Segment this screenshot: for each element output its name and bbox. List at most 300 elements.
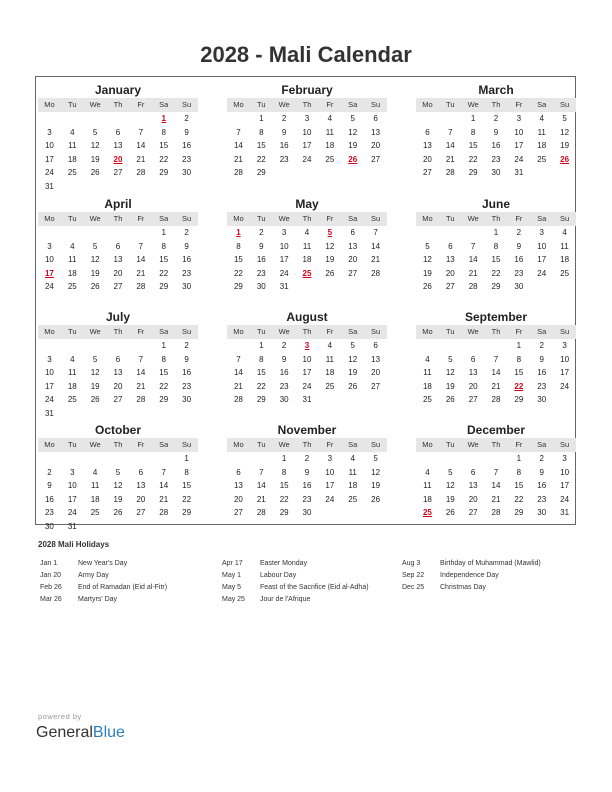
- weekday-label: Su: [559, 214, 570, 223]
- weekday-label: Mo: [422, 327, 433, 336]
- day-cell: 17: [279, 255, 289, 264]
- weekday-label: Fr: [137, 327, 145, 336]
- day-cell: 28: [136, 395, 146, 404]
- week-row: [227, 267, 387, 281]
- day-cell: 27: [468, 395, 478, 404]
- day-cell: 3: [47, 127, 52, 137]
- day-cell: 25: [325, 381, 335, 391]
- holiday-name: Martyrs' Day: [78, 596, 118, 603]
- weekday-label: Tu: [446, 100, 455, 109]
- empty-cell: [152, 520, 175, 534]
- month-name: April: [104, 197, 132, 211]
- day-cell: 3: [47, 354, 52, 364]
- day-cell: 4: [304, 228, 310, 237]
- day-cell: 19: [422, 268, 432, 278]
- week-row: [416, 493, 576, 507]
- weekday-header: [416, 325, 576, 339]
- holiday-day-cell: 25: [302, 268, 312, 278]
- day-cell: 8: [259, 354, 264, 364]
- month-january: [38, 82, 198, 193]
- week-row: [416, 353, 576, 367]
- week-row: [416, 280, 576, 294]
- day-cell: 21: [136, 268, 146, 278]
- week-row: [227, 126, 387, 140]
- day-cell: 26: [445, 395, 455, 404]
- empty-cell: [341, 166, 364, 180]
- week-row: [227, 240, 387, 254]
- week-row: [38, 479, 198, 493]
- day-cell: 29: [233, 282, 243, 291]
- empty-cell: [107, 452, 130, 466]
- holiday-entry: [40, 582, 167, 594]
- day-cell: 30: [537, 508, 547, 517]
- weekday-label: Tu: [446, 214, 455, 223]
- empty-cell: [175, 180, 198, 194]
- holiday-name: Easter Monday: [260, 560, 308, 567]
- day-cell: 17: [560, 481, 570, 490]
- weekday-label: Tu: [257, 214, 266, 223]
- weekday-label: Sa: [348, 214, 358, 223]
- holiday-day-cell: 1: [161, 114, 166, 123]
- holiday-entry: [40, 570, 167, 582]
- day-cell: 10: [560, 467, 570, 477]
- week-row: [38, 166, 198, 180]
- week-row: [38, 452, 198, 466]
- empty-cell: [107, 339, 130, 353]
- day-cell: 12: [560, 127, 570, 137]
- day-cell: 27: [445, 282, 455, 291]
- day-cell: 2: [539, 454, 544, 463]
- day-cell: 5: [562, 114, 567, 123]
- weekday-label: Mo: [422, 440, 433, 449]
- day-cell: 28: [491, 508, 501, 517]
- day-cell: 20: [233, 494, 243, 504]
- day-cell: 7: [448, 127, 453, 137]
- weekday-label: Su: [559, 440, 570, 449]
- empty-cell: [84, 226, 107, 240]
- day-cell: 28: [136, 168, 146, 177]
- day-cell: 30: [44, 521, 54, 531]
- empty-cell: [61, 112, 84, 126]
- day-cell: 9: [539, 354, 544, 364]
- empty-cell: [341, 506, 364, 520]
- day-cell: 12: [422, 255, 432, 264]
- day-cell: 5: [448, 354, 453, 364]
- day-cell: 14: [233, 368, 243, 377]
- weekday-label: Sa: [537, 440, 547, 449]
- day-cell: 11: [68, 141, 77, 150]
- day-cell: 13: [113, 255, 123, 264]
- weekday-label: Fr: [137, 440, 145, 449]
- week-row: [227, 280, 387, 294]
- weekday-label: Sa: [159, 327, 169, 336]
- weekday-label: Su: [181, 214, 192, 223]
- day-cell: 22: [233, 268, 243, 278]
- day-cell: 15: [256, 368, 266, 377]
- day-cell: 26: [371, 494, 381, 504]
- weekday-label: Tu: [68, 327, 77, 336]
- day-cell: 24: [560, 381, 570, 391]
- weekday-label: Fr: [137, 100, 145, 109]
- day-cell: 7: [138, 354, 144, 364]
- week-row: [416, 253, 576, 267]
- day-cell: 26: [90, 168, 100, 177]
- day-cell: 28: [371, 268, 381, 278]
- holiday-date: May 1: [222, 572, 242, 579]
- holiday-day-cell: 17: [44, 268, 54, 278]
- day-cell: 29: [279, 508, 289, 517]
- holiday-entry: [222, 558, 369, 570]
- weekday-label: Th: [113, 440, 123, 449]
- day-cell: 6: [115, 241, 121, 251]
- day-cell: 19: [348, 368, 358, 377]
- day-cell: 5: [350, 341, 355, 350]
- day-cell: 29: [514, 508, 524, 517]
- day-cell: 9: [304, 467, 310, 477]
- holiday-entry: [222, 570, 369, 582]
- week-row: [416, 452, 576, 466]
- empty-cell: [129, 112, 152, 126]
- day-cell: 5: [350, 114, 355, 123]
- day-cell: 23: [302, 494, 312, 504]
- week-row: [227, 380, 387, 394]
- day-cell: 4: [70, 241, 75, 251]
- weekday-label: Su: [559, 327, 570, 336]
- day-cell: 21: [233, 154, 243, 164]
- day-cell: 9: [493, 127, 499, 137]
- day-cell: 22: [159, 268, 169, 278]
- holidays-heading: 2028 Mali Holidays: [38, 540, 110, 549]
- day-cell: 11: [90, 481, 100, 490]
- day-cell: 19: [560, 141, 570, 150]
- day-cell: 10: [514, 127, 524, 137]
- empty-cell: [61, 180, 84, 194]
- holiday-name: Independence Day: [440, 572, 499, 579]
- day-cell: 23: [279, 381, 289, 391]
- weekday-label: Mo: [233, 327, 244, 336]
- month-march: [416, 82, 576, 180]
- empty-cell: [439, 112, 462, 126]
- brand-logo[interactable]: [36, 724, 125, 742]
- day-cell: 19: [113, 494, 123, 504]
- weekday-label: Su: [370, 214, 381, 223]
- week-row: [38, 353, 198, 367]
- day-cell: 18: [537, 141, 547, 150]
- day-cell: 18: [67, 268, 77, 278]
- day-cell: 14: [371, 241, 381, 251]
- week-row: [227, 466, 387, 480]
- empty-cell: [61, 339, 84, 353]
- weekday-label: Su: [370, 440, 381, 449]
- weekday-label: Su: [370, 327, 381, 336]
- weekday-label: Tu: [68, 440, 77, 449]
- weekday-label: Tu: [257, 440, 266, 449]
- day-cell: 23: [537, 494, 547, 504]
- month-name: October: [94, 423, 141, 437]
- day-cell: 24: [537, 268, 547, 278]
- weekday-label: Fr: [515, 214, 523, 223]
- week-row: [227, 166, 387, 180]
- day-cell: 11: [423, 368, 432, 377]
- holiday-entry: [402, 582, 541, 594]
- day-cell: 29: [256, 395, 266, 404]
- day-cell: 23: [514, 268, 524, 278]
- empty-cell: [296, 166, 319, 180]
- empty-cell: [84, 520, 107, 534]
- day-cell: 3: [70, 467, 75, 477]
- weekday-label: Su: [370, 100, 381, 109]
- day-cell: 28: [233, 168, 243, 177]
- month-name: September: [464, 310, 528, 324]
- day-cell: 7: [493, 467, 499, 477]
- empty-cell: [152, 407, 175, 421]
- day-cell: 15: [182, 481, 192, 490]
- empty-cell: [107, 180, 130, 194]
- empty-cell: [227, 339, 250, 353]
- day-cell: 20: [371, 141, 381, 150]
- day-cell: 1: [470, 114, 476, 123]
- day-cell: 16: [302, 481, 312, 490]
- empty-cell: [530, 280, 553, 294]
- day-cell: 4: [70, 127, 75, 137]
- holiday-date: Apr 17: [222, 560, 243, 567]
- day-cell: 3: [539, 228, 544, 237]
- holiday-day-cell: 22: [514, 381, 524, 391]
- day-cell: 2: [184, 114, 189, 123]
- day-cell: 31: [44, 408, 54, 418]
- week-row: [38, 407, 198, 421]
- weekday-label: Fr: [326, 440, 334, 449]
- day-cell: 13: [468, 481, 478, 490]
- day-cell: 1: [493, 228, 499, 237]
- day-cell: 13: [113, 141, 123, 150]
- empty-cell: [152, 452, 175, 466]
- month-name: November: [277, 423, 337, 437]
- weekday-header: [416, 438, 576, 452]
- empty-cell: [485, 339, 508, 353]
- month-name: July: [105, 310, 130, 324]
- day-cell: 15: [468, 141, 478, 150]
- empty-cell: [553, 166, 576, 180]
- weekday-label: Su: [181, 327, 192, 336]
- empty-cell: [553, 393, 576, 407]
- day-cell: 29: [159, 282, 169, 291]
- week-row: [416, 380, 576, 394]
- day-cell: 27: [113, 282, 123, 291]
- day-cell: 11: [348, 467, 357, 477]
- day-cell: 10: [560, 354, 570, 364]
- empty-cell: [530, 166, 553, 180]
- holiday-entry: [402, 570, 541, 582]
- day-cell: 17: [560, 368, 570, 377]
- day-cell: 5: [92, 241, 98, 251]
- weekday-label: Mo: [44, 327, 55, 336]
- day-cell: 9: [184, 241, 189, 251]
- day-cell: 28: [491, 395, 501, 404]
- day-cell: 17: [302, 368, 312, 377]
- weekday-label: Su: [181, 100, 192, 109]
- weekday-label: Su: [559, 100, 570, 109]
- weekday-label: We: [89, 214, 101, 223]
- holiday-date: Feb 26: [40, 584, 62, 591]
- weekday-label: Mo: [233, 440, 244, 449]
- day-cell: 30: [537, 395, 547, 404]
- week-row: [227, 153, 387, 167]
- day-cell: 7: [373, 228, 378, 237]
- day-cell: 9: [184, 354, 189, 364]
- day-cell: 14: [136, 141, 146, 150]
- day-cell: 21: [136, 381, 146, 391]
- day-cell: 29: [182, 508, 192, 517]
- day-cell: 24: [44, 395, 54, 404]
- day-cell: 25: [560, 268, 570, 278]
- weekday-header: [227, 325, 387, 339]
- day-cell: 27: [348, 268, 358, 278]
- weekday-label: Sa: [159, 440, 169, 449]
- week-row: [416, 240, 576, 254]
- day-cell: 26: [348, 381, 358, 391]
- day-cell: 28: [445, 168, 455, 177]
- day-cell: 25: [67, 282, 77, 291]
- day-cell: 8: [516, 467, 522, 477]
- empty-cell: [61, 226, 84, 240]
- empty-cell: [553, 280, 576, 294]
- day-cell: 6: [138, 467, 144, 477]
- weekday-label: We: [89, 440, 101, 449]
- day-cell: 8: [161, 127, 166, 137]
- weekday-label: We: [467, 214, 479, 223]
- day-cell: 31: [67, 521, 77, 531]
- month-december: [416, 422, 576, 520]
- day-cell: 27: [468, 508, 478, 517]
- day-cell: 12: [348, 354, 358, 364]
- weekday-label: Sa: [537, 327, 547, 336]
- day-cell: 17: [514, 141, 524, 150]
- day-cell: 5: [115, 467, 121, 477]
- day-cell: 29: [256, 168, 266, 177]
- day-cell: 24: [302, 154, 312, 164]
- day-cell: 26: [90, 395, 100, 404]
- empty-cell: [296, 280, 319, 294]
- week-row: [227, 393, 387, 407]
- weekday-label: Sa: [159, 214, 169, 223]
- day-cell: 23: [537, 381, 547, 391]
- day-cell: 8: [161, 354, 166, 364]
- day-cell: 6: [236, 467, 241, 477]
- weekday-label: We: [278, 327, 290, 336]
- week-row: [38, 253, 198, 267]
- weekday-label: Th: [302, 100, 312, 109]
- week-row: [416, 506, 576, 520]
- holiday-date: Jan 1: [40, 560, 58, 567]
- day-cell: 1: [259, 114, 264, 123]
- day-cell: 18: [325, 141, 335, 150]
- day-cell: 4: [92, 467, 98, 477]
- day-cell: 29: [468, 168, 478, 177]
- empty-cell: [439, 226, 462, 240]
- weekday-label: Sa: [348, 100, 358, 109]
- holiday-date: Mar 26: [40, 596, 62, 603]
- day-cell: 15: [491, 255, 501, 264]
- day-cell: 25: [422, 395, 432, 404]
- day-cell: 16: [182, 368, 192, 377]
- empty-cell: [341, 393, 364, 407]
- day-cell: 31: [44, 181, 54, 191]
- day-cell: 2: [184, 228, 189, 237]
- day-cell: 20: [136, 494, 146, 504]
- day-cell: 3: [304, 114, 310, 123]
- day-cell: 29: [159, 395, 169, 404]
- day-cell: 12: [445, 481, 455, 490]
- day-cell: 16: [182, 255, 192, 264]
- empty-cell: [38, 452, 61, 466]
- day-cell: 30: [279, 395, 289, 404]
- weekday-label: Sa: [159, 100, 169, 109]
- day-cell: 12: [325, 241, 335, 251]
- week-row: [416, 267, 576, 281]
- day-cell: 29: [491, 282, 501, 291]
- week-row: [38, 339, 198, 353]
- day-cell: 18: [90, 494, 100, 504]
- week-row: [416, 153, 576, 167]
- day-cell: 22: [468, 154, 478, 164]
- day-cell: 28: [233, 395, 243, 404]
- day-cell: 11: [325, 354, 335, 364]
- day-cell: 20: [113, 268, 123, 278]
- empty-cell: [38, 226, 61, 240]
- day-cell: 19: [90, 154, 100, 164]
- day-cell: 10: [44, 368, 54, 377]
- holiday-date: Sep 22: [402, 572, 425, 579]
- day-cell: 23: [182, 154, 192, 164]
- day-cell: 26: [90, 282, 100, 291]
- day-cell: 28: [468, 282, 478, 291]
- day-cell: 10: [67, 481, 77, 490]
- day-cell: 31: [560, 508, 570, 517]
- week-row: [227, 139, 387, 153]
- holiday-day-cell: 26: [560, 154, 570, 164]
- day-cell: 7: [470, 241, 476, 251]
- holiday-date: Dec 25: [402, 584, 425, 591]
- month-may: [227, 196, 387, 294]
- empty-cell: [129, 180, 152, 194]
- day-cell: 18: [422, 494, 432, 504]
- day-cell: 21: [371, 255, 381, 264]
- weekday-label: Mo: [233, 100, 244, 109]
- day-cell: 25: [90, 508, 100, 517]
- day-cell: 9: [259, 241, 264, 251]
- weekday-label: Tu: [446, 440, 455, 449]
- weekday-header: [38, 438, 198, 452]
- brand-part-blue: Blue: [92, 724, 125, 741]
- day-cell: 18: [325, 368, 335, 377]
- day-cell: 13: [422, 141, 432, 150]
- weekday-label: We: [278, 214, 290, 223]
- day-cell: 19: [371, 481, 381, 490]
- day-cell: 6: [115, 127, 121, 137]
- weekday-label: Fr: [515, 327, 523, 336]
- day-cell: 22: [159, 154, 169, 164]
- day-cell: 29: [514, 395, 524, 404]
- day-cell: 20: [422, 154, 432, 164]
- day-cell: 9: [539, 467, 544, 477]
- day-cell: 10: [44, 141, 54, 150]
- day-cell: 15: [159, 255, 169, 264]
- holiday-day-cell: 3: [304, 341, 310, 350]
- day-cell: 27: [233, 508, 243, 517]
- day-cell: 21: [256, 494, 266, 504]
- day-cell: 18: [302, 255, 312, 264]
